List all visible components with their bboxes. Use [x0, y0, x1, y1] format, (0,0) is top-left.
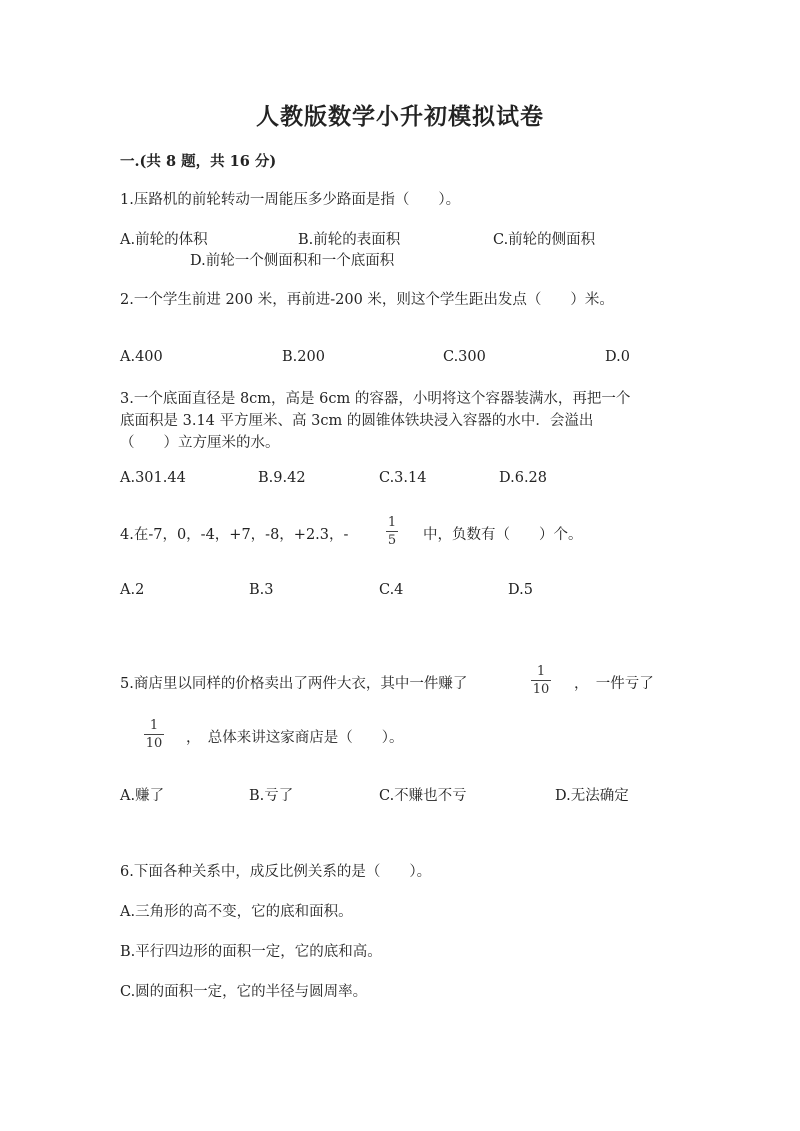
- question-5-stem-part1: 5.商店里以同样的价格卖出了两件大衣，其中一件赚了: [120, 676, 468, 692]
- fraction-numerator: 1: [149, 718, 159, 733]
- question-3-option-a[interactable]: A.301.44: [120, 470, 186, 486]
- question-4-option-b[interactable]: B.3: [249, 582, 274, 598]
- fraction-bar: [531, 680, 551, 681]
- question-4-option-c[interactable]: C.4: [379, 582, 404, 598]
- question-4-option-a[interactable]: A.2: [120, 582, 145, 598]
- fraction-denominator: 5: [387, 533, 397, 548]
- fraction-numerator: 1: [387, 515, 397, 530]
- question-6-option-c[interactable]: C.圆的面积一定，它的半径与圆周率。: [120, 984, 368, 1000]
- question-3-line-1: 3.一个底面直径是 8cm，高是 6cm 的容器，小明将这个容器装满水，再把一个: [120, 391, 631, 407]
- question-5-option-b[interactable]: B.亏了: [249, 788, 294, 804]
- question-5-fraction-2: [144, 718, 164, 751]
- question-5-stem-part2: ， 一件亏了: [574, 676, 654, 692]
- question-1-option-a[interactable]: A.前轮的体积: [120, 232, 208, 248]
- question-2-option-b[interactable]: B.200: [282, 349, 325, 365]
- question-5-option-c[interactable]: C.不赚也不亏: [379, 788, 467, 804]
- page-title: 人教版数学小升初模拟试卷: [256, 103, 544, 130]
- fraction-denominator: 10: [145, 736, 163, 751]
- question-5-fraction-1: [531, 664, 551, 697]
- question-4-fraction: [386, 515, 398, 548]
- fraction-numerator: 1: [536, 664, 546, 679]
- question-2-option-d[interactable]: D.0: [605, 349, 630, 365]
- question-4-option-d[interactable]: D.5: [508, 582, 533, 598]
- fraction-denominator: 10: [532, 682, 550, 697]
- question-3-line-3: （ ）立方厘米的水。: [120, 435, 280, 451]
- question-4-stem-part1: 4.在-7，0，-4，+7，-8，+2.3，-: [120, 527, 349, 543]
- question-1-option-c[interactable]: C.前轮的侧面积: [493, 232, 596, 248]
- question-2-option-c[interactable]: C.300: [443, 349, 486, 365]
- question-1-option-b[interactable]: B.前轮的表面积: [298, 232, 401, 248]
- question-2-stem: 2.一个学生前进 200 米，再前进-200 米，则这个学生距出发点（ ）米。: [120, 292, 614, 308]
- question-4-stem-part2: 中，负数有（ ）个。: [423, 527, 583, 543]
- question-2-option-a[interactable]: A.400: [120, 349, 163, 365]
- question-3-option-b[interactable]: B.9.42: [258, 470, 306, 486]
- question-5-option-d[interactable]: D.无法确定: [555, 788, 629, 804]
- question-1-option-d[interactable]: D.前轮一个侧面积和一个底面积: [190, 253, 395, 269]
- question-3-option-d[interactable]: D.6.28: [499, 470, 548, 486]
- question-3-line-2: 底面积是 3.14 平方厘米、高 3cm 的圆锥体铁块浸入容器的水中．会溢出: [120, 413, 594, 429]
- section-heading: 一.(共 8 题，共 16 分): [120, 153, 277, 170]
- question-6-option-a[interactable]: A.三角形的高不变，它的底和面积。: [120, 904, 353, 920]
- question-5-option-a[interactable]: A.赚了: [120, 788, 165, 804]
- question-6-stem: 6.下面各种关系中，成反比例关系的是（ ）。: [120, 864, 432, 880]
- fraction-bar: [386, 531, 398, 532]
- question-5-stem-part3: ， 总体来讲这家商店是（ ）。: [186, 730, 404, 746]
- question-6-option-b[interactable]: B.平行四边形的面积一定，它的底和高。: [120, 944, 382, 960]
- question-1-stem: 1.压路机的前轮转动一周能压多少路面是指（ ）。: [120, 192, 461, 208]
- fraction-bar: [144, 734, 164, 735]
- question-3-option-c[interactable]: C.3.14: [379, 470, 427, 486]
